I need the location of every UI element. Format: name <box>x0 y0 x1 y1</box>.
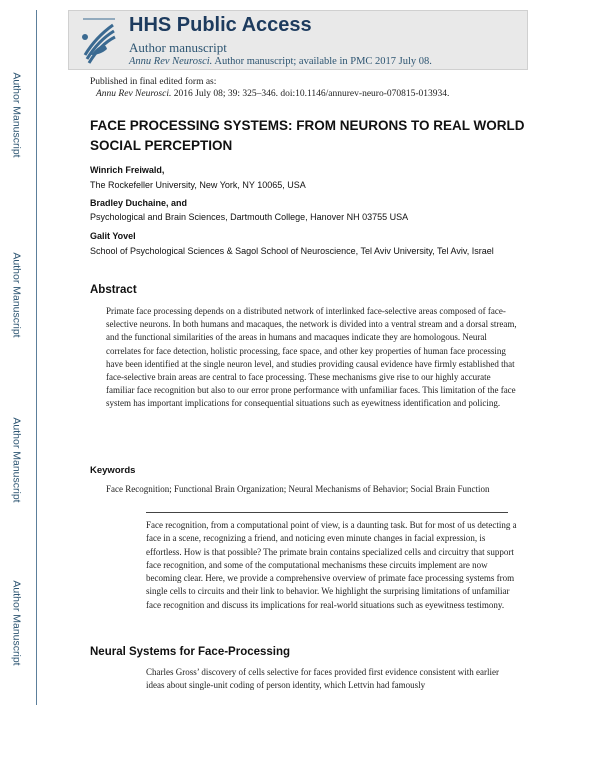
divider <box>146 512 508 513</box>
hhs-eagle-logo-icon <box>77 15 121 67</box>
body-paragraph: Charles Gross’ discovery of cells selective for faces provided first evidence consistent with earlier ideas about single-unit coding of person identity, which Lettvin had famously <box>146 667 499 691</box>
hhs-header <box>68 10 528 70</box>
author-affiliation: Psychological and Brain Sciences, Dartmouth College, Hanover NH 03755 USA <box>90 212 409 222</box>
margin-rule <box>36 10 37 705</box>
intro-paragraph: Face recognition, from a computational point of view, is a daunting task. But for most of us detecting a face in a scene, recognizing a friend, and noticing even minute changes in facial expression, is effortless. How is that possible? The primate brain contains specialized cells and circuitry that support face recognition, and some of the computational mechanisms these circuits implement are now becoming clear. Here, we provide a comprehensive overview of primate face processing systems from single cells to circuits and their link to behavior. We highlight the surprising limitations of unfamiliar face recognition and discuss its implications for real-world situations such as eyewitness testimony. <box>146 520 517 610</box>
section-heading: Neural Systems for Face-Processing <box>90 646 291 658</box>
published-in-label: Published in final edited form as: <box>90 77 217 87</box>
article-title: FACE PROCESSING SYSTEMS: FROM NEURONS TO REAL WORLD SOCIAL PERCEPTION <box>90 118 525 153</box>
author-manuscript-label: Author Manuscript <box>11 580 23 666</box>
keywords-heading: Keywords <box>90 465 136 476</box>
author-name: Bradley Duchaine, and <box>90 198 188 208</box>
author-name: Galit Yovel <box>90 231 136 241</box>
abstract-heading: Abstract <box>90 284 137 296</box>
header-journal-note: Annu Rev Neurosci. Author manuscript; available in PMC 2017 July 08. <box>129 56 432 67</box>
author-manuscript-label: Author Manuscript <box>11 72 23 158</box>
abstract-text: Primate face processing depends on a distributed network of interlinked face-selective areas composed of face-selective neurons. In both humans and macaques, the network is divided into a ventral stream and a dorsal stream, and the functional similarities of the areas in humans and macaques indicate they are homologous. Neural correlates for face detection, holistic processing, face space, and other key properties of human face processing have been identified at the single neuron level, and studies providing causal evidence have firmly established that face-selective brain areas are central to face processing. These mechanisms give rise to our highly accurate familiar face recognition but also to our error prone performance with unfamiliar faces. This limitation of the face system has important implications for consequential situations such as eyewitness identification and policing. <box>106 306 517 409</box>
citation-line: Annu Rev Neurosci. 2016 July 08; 39: 325–346. doi:10.1146/annurev-neuro-070815-013934. <box>96 89 450 99</box>
keywords-text: Face Recognition; Functional Brain Organization; Neural Mechanisms of Behavior; Social Brain Function <box>106 484 490 494</box>
author-manuscript-label: Author Manuscript <box>11 417 23 503</box>
author-name: Winrich Freiwald, <box>90 165 165 175</box>
header-subtitle: Author manuscript <box>129 40 227 55</box>
author-affiliation: The Rockefeller University, New York, NY 10065, USA <box>90 180 306 190</box>
author-affiliation: School of Psychological Sciences & Sagol School of Neuroscience, Tel Aviv University, Tel Aviv, Israel <box>90 246 494 256</box>
header-title: HHS Public Access <box>129 14 312 36</box>
author-manuscript-label: Author Manuscript <box>11 252 23 338</box>
